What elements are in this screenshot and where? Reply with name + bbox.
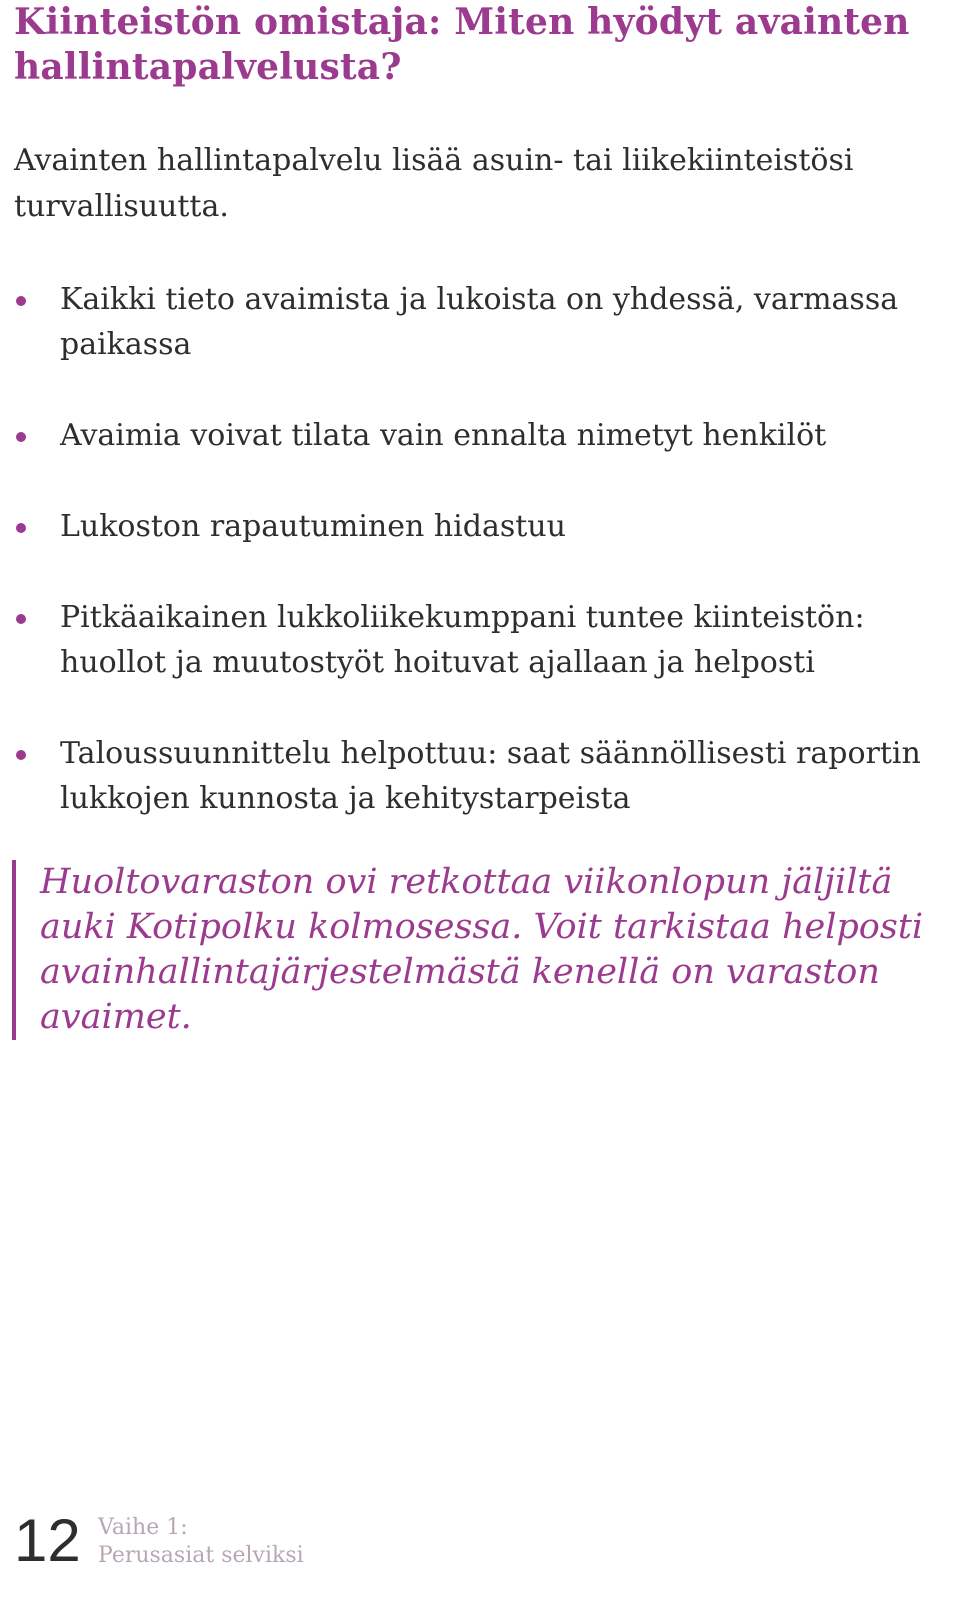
bullet-icon bbox=[16, 750, 26, 760]
list-item-text: Taloussuunnittelu helpottuu: saat säännöllisesti raportin lukkojen kunnosta ja kehitystarpeista bbox=[60, 736, 921, 816]
list-item-text: Lukoston rapautuminen hidastuu bbox=[60, 509, 566, 544]
list-item bbox=[14, 595, 949, 685]
section-label bbox=[98, 1514, 398, 1570]
intro-paragraph: Avainten hallintapalvelu lisää asuin- tai liikekiinteistösi turvallisuutta. bbox=[14, 143, 854, 224]
list-item-text: Avaimia voivat tilata vain ennalta nimetyt henkilöt bbox=[60, 418, 827, 453]
example-quote bbox=[12, 860, 947, 1040]
bullet-icon bbox=[16, 614, 26, 624]
list-item bbox=[14, 277, 949, 367]
page-number: 12 bbox=[14, 1507, 81, 1574]
list-item-text: Pitkäaikainen lukkoliikekumppani tuntee kiinteistön: huollot ja muutostyöt hoituvat ajallaan ja helposti bbox=[60, 600, 865, 680]
list-item bbox=[14, 504, 949, 549]
list-item bbox=[14, 413, 949, 458]
list-item bbox=[14, 731, 949, 821]
bullet-icon bbox=[16, 296, 26, 306]
page-title: Kiinteistön omistaja: Miten hyödyt avainten hallintapalvelusta? bbox=[14, 1, 910, 88]
benefits-list bbox=[14, 277, 949, 867]
list-item-text: Kaikki tieto avaimista ja lukoista on yhdessä, varmassa paikassa bbox=[60, 282, 899, 362]
example-quote-text: Huoltovaraston ovi retkottaa viikonlopun jäljiltä auki Kotipolku kolmosessa. Voit tarkistaa helposti avainhallintajärjestelmästä kenellä on varaston avaimet. bbox=[40, 862, 924, 1037]
bullet-icon bbox=[16, 523, 26, 533]
section-label-line2: Perusasiat selviksi bbox=[98, 1543, 304, 1568]
section-label-line1: Vaihe 1: bbox=[98, 1515, 188, 1540]
bullet-icon bbox=[16, 432, 26, 442]
